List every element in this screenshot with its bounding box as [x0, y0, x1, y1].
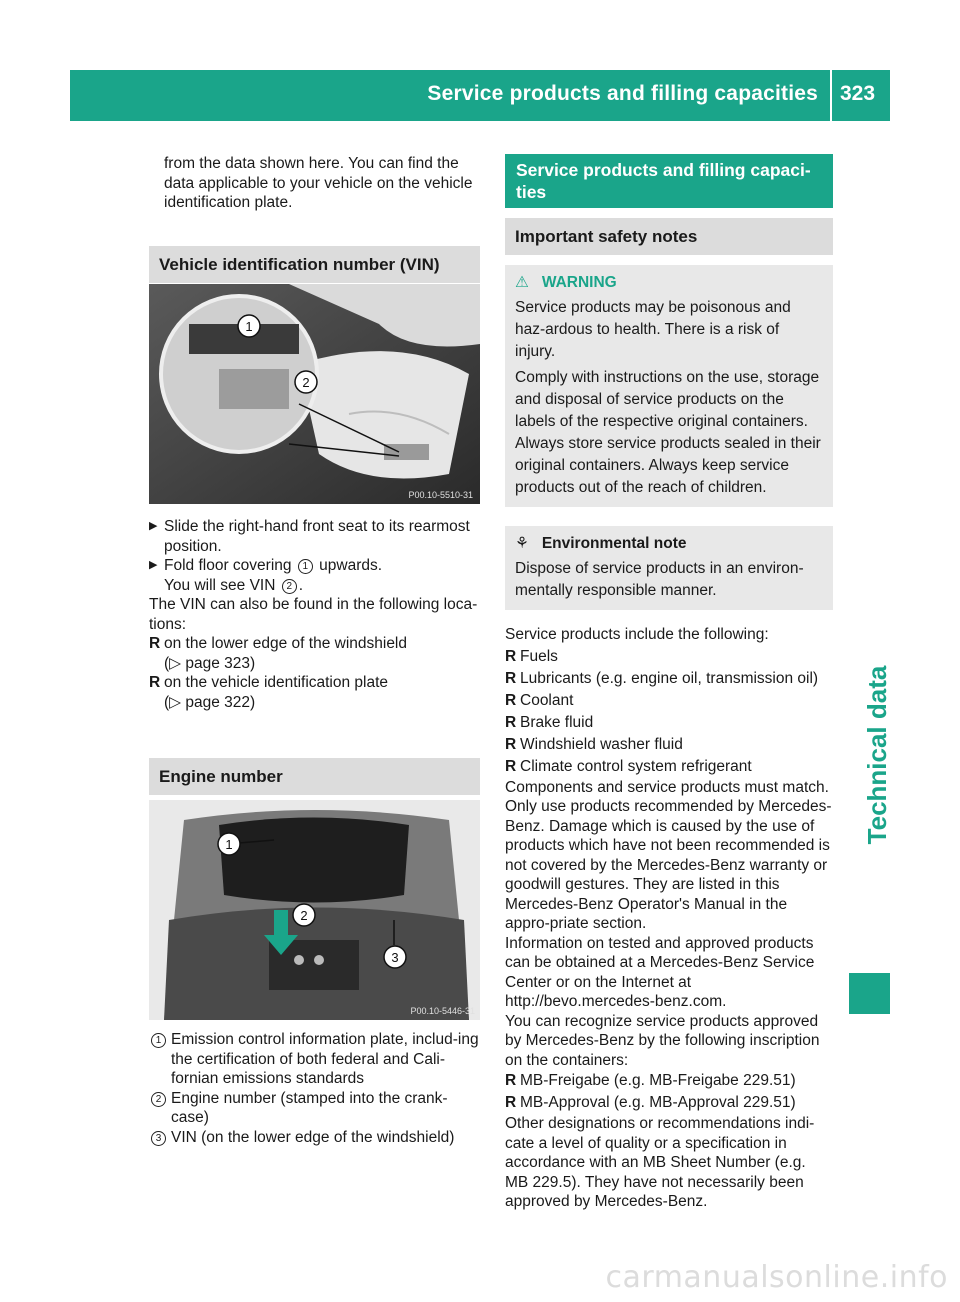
legend-text: Emission control information plate, includ-ing the certification of both federal and Cali-fornian emissions standards	[171, 1031, 479, 1087]
leaf-icon: ⚘	[515, 535, 529, 552]
bullet-r: R	[505, 669, 517, 687]
callout-ref-1: 1	[298, 559, 313, 574]
environment-box	[505, 526, 833, 610]
callout-1-label: 1	[245, 319, 253, 334]
bullet-r: R	[505, 713, 517, 731]
step-2-text-d: .	[298, 576, 304, 594]
environment-heading	[515, 534, 823, 554]
location-item	[149, 634, 480, 673]
list-item	[505, 734, 833, 756]
info-text: Information on tested and approved products can be obtained at a Mercedes-Benz Service Center or on the Internet at http://bevo.mercedes-benz.com.	[505, 934, 815, 1010]
footer	[0, 1260, 960, 1295]
vin-instructions	[149, 517, 480, 712]
list-item	[505, 690, 833, 712]
warning-label: WARNING	[541, 274, 617, 291]
vin-location-image	[149, 284, 480, 504]
page-ref-link[interactable]: (▷ page 322)	[164, 693, 256, 711]
vin-plate-detail	[219, 369, 289, 409]
step-2-text-c: You will see VIN	[164, 576, 276, 594]
bullet-r: R	[505, 1094, 517, 1111]
product-name: Fuels	[520, 647, 558, 665]
step-1: ▶ Slide the right-hand front seat to its rearmost position.	[149, 517, 480, 556]
legend-text: Engine number (stamped into the crank-case)	[171, 1089, 448, 1126]
inscription-text: MB-Approval (e.g. MB-Approval 229.51)	[520, 1094, 796, 1111]
chapter-side-tab-label: Technical data	[862, 665, 892, 845]
legend-text: VIN (on the lower edge of the windshield)	[171, 1128, 455, 1146]
page-header	[70, 70, 890, 121]
engine-section-title: Engine number	[149, 758, 480, 795]
bullet-r: R	[149, 635, 161, 652]
list-item	[505, 1070, 833, 1092]
list-item	[505, 1092, 833, 1114]
list-item	[505, 712, 833, 734]
page-number: 323	[840, 82, 876, 105]
image-code: P00.10-5446-31	[410, 1006, 475, 1016]
section-title: Service products and filling capaci-ties	[505, 154, 833, 208]
warning-text-2: Comply with instructions on the use, storage and disposal of service products on the labels of the respective original containers. Always store service products sealed in their original containers. Always keep service products out of the reach of children.	[515, 369, 821, 496]
bullet-r: R	[505, 735, 517, 753]
image-code: P00.10-5510-31	[408, 490, 473, 500]
floor-covering	[384, 444, 429, 460]
engine-legend	[149, 1030, 480, 1147]
product-name: Brake fluid	[520, 713, 594, 731]
chapter-marker	[849, 973, 890, 1014]
callout-2-label: 2	[302, 375, 310, 390]
step-2-text-a: Fold floor covering	[164, 557, 292, 574]
legend-item-2	[149, 1089, 480, 1128]
warning-box	[505, 265, 833, 507]
vin-section	[149, 246, 480, 283]
engine-detail	[294, 955, 304, 965]
callout-2-label: 2	[300, 908, 308, 923]
environment-text: Dispose of service products in an environ-mentally responsible manner.	[515, 559, 804, 599]
list-item	[505, 646, 833, 668]
environment-label: Environmental note	[541, 535, 687, 552]
product-name: Coolant	[520, 691, 574, 709]
callout-ref-2: 2	[282, 579, 297, 594]
vin-section-title: Vehicle identification number (VIN)	[149, 246, 480, 283]
step-2-text-b: upwards.	[319, 557, 383, 574]
legend-item-1	[149, 1030, 480, 1089]
bullet-r: R	[505, 647, 517, 665]
bullet-r: R	[505, 691, 517, 709]
chapter-side-tab	[849, 560, 890, 950]
legend-number: 1	[151, 1033, 166, 1048]
callout-3-label: 3	[391, 950, 399, 965]
engine-detail	[314, 955, 324, 965]
engine-section	[149, 758, 480, 795]
watermark: carmanualsonline.info	[605, 1260, 948, 1295]
product-name: Climate control system refrigerant	[520, 757, 752, 775]
also-found-text: The VIN can also be found in the following loca-tions:	[149, 596, 478, 633]
page-ref-link[interactable]: (▷ page 323)	[164, 654, 256, 672]
engine-bay-image	[149, 800, 480, 1020]
other-designations-text: Other designations or recommendations indi-cate a level of quality or a specification in accordance with an MB Sheet Number (e.g. MB 229.5). They have not necessarily been approved by Mercedes-Benz.	[505, 1115, 815, 1210]
inscription-text: MB-Freigabe (e.g. MB-Freigabe 229.51)	[520, 1072, 796, 1089]
legend-number: 2	[151, 1092, 166, 1107]
warning-heading	[515, 273, 823, 293]
match-text: Components and service products must match. Only use products recommended by Mercedes-Benz. Damage which is caused by the use of products which have not been recommended is not covered by the Mercedes-Benz warranty or goodwill gestures. They are listed in this Mercedes-Benz Operator's Manual in the appro-priate section.	[505, 778, 832, 932]
product-list	[505, 646, 833, 778]
callout-1-label: 1	[225, 837, 233, 852]
warning-triangle-icon: ⚠	[515, 274, 529, 291]
product-name: Lubricants (e.g. engine oil, transmission oil)	[520, 669, 819, 687]
legend-number: 3	[151, 1131, 166, 1146]
products-intro: Service products include the following:	[505, 625, 769, 643]
location-item	[149, 673, 480, 712]
safety-notes-title: Important safety notes	[505, 218, 833, 255]
recognize-text: You can recognize service products approved by Mercedes-Benz by the following inscription on the containers:	[505, 1012, 820, 1069]
hood-liner	[219, 818, 409, 903]
bullet-r: R	[149, 674, 161, 691]
intro-text: from the data shown here. You can find the data applicable to your vehicle on the vehicle identification plate.	[164, 155, 473, 211]
warning-text-1: Service products may be poisonous and haz-ardous to health. There is a risk of injury.	[515, 299, 791, 360]
bullet-r: R	[505, 1072, 517, 1089]
location-text: on the vehicle identification plate	[164, 674, 389, 691]
header-title: Service products and filling capacities	[427, 82, 818, 105]
right-column	[505, 154, 833, 1212]
list-item	[505, 756, 833, 778]
left-column	[149, 154, 480, 213]
location-text: on the lower edge of the windshield	[164, 635, 407, 652]
inscription-list	[505, 1070, 833, 1114]
bullet-r: R	[505, 757, 517, 775]
header-divider	[830, 70, 832, 121]
step-2	[149, 556, 480, 595]
product-name: Windshield washer fluid	[520, 735, 683, 753]
legend-item-3	[149, 1128, 480, 1148]
list-item	[505, 668, 833, 690]
